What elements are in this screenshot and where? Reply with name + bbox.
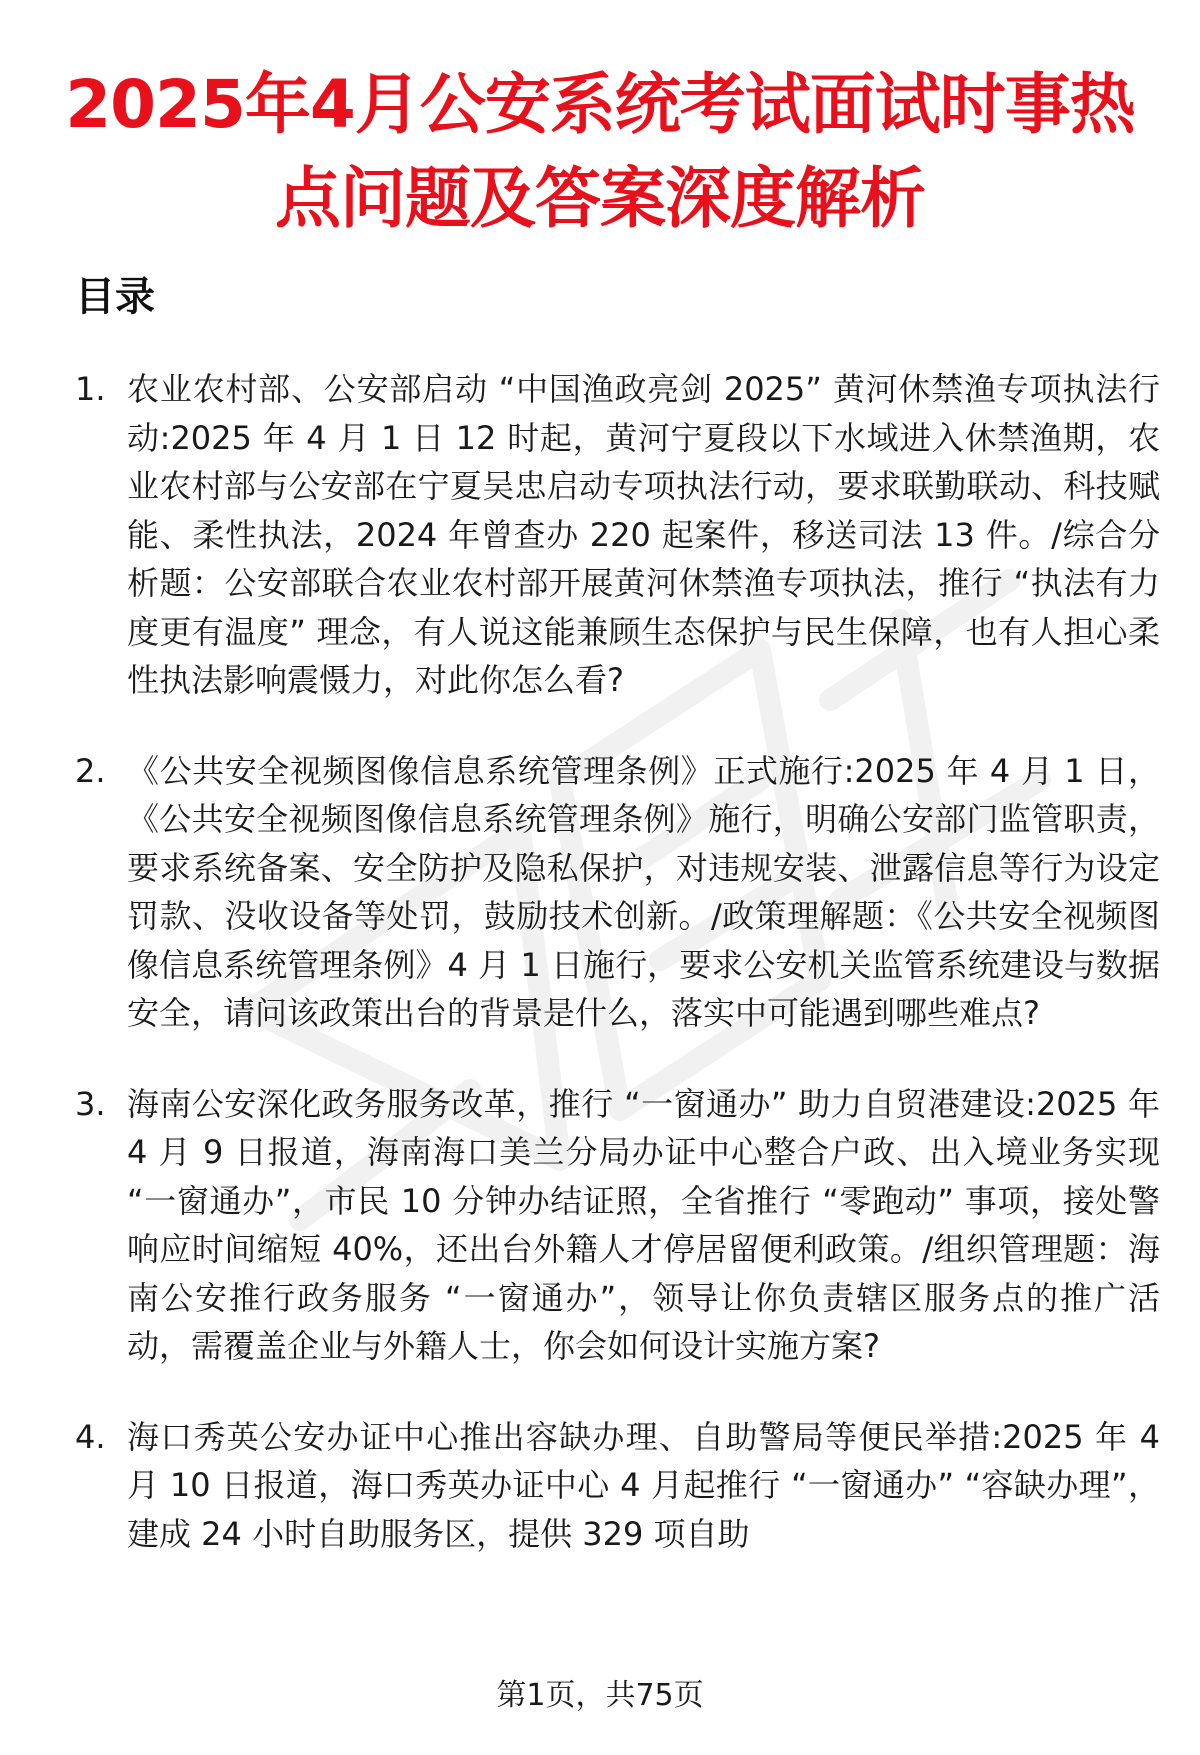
list-item-text: 《公共安全视频图像信息系统管理条例》正式施行:2025 年 4 月 1 日，《公共安全视频图像信息系统管理条例》施行，明确公安部门监管职责，要求系统备案、安全防护及隐私保护，对违规安装、泄露信息等行为设定罚款、没收设备等处罚，鼓励技术创新。/政策理解题：《公共安全视频图像信息系统管理条例》4 月 1 日施行，要求公安机关监管系统建设与数据安全，请问该政策出台的背景是什么，落实中可能遇到哪些难点? [127, 751, 1160, 1032]
list-item-number: 1. [75, 370, 106, 408]
list-item [75, 1413, 1160, 1559]
list-item [75, 1080, 1160, 1371]
list-item [75, 747, 1160, 1038]
list-item-text: 海南公安深化政务服务改革，推行 “一窗通办” 助力自贸港建设:2025 年 4 月 9 日报道，海南海口美兰分局办证中心整合户政、出入境业务实现 “一窗通办”，市民 10 分钟办结证照，全省推行 “零跑动” 事项，接处警响应时间缩短 40%，还出台外籍人才停居留便利政策。/组织管理题：海南公安推行政务服务 “一窗通办”，领导让你负责辖区服务点的推广活动，需覆盖企业与外籍人士，你会如何设计实施方案? [127, 1084, 1160, 1365]
list-item-text: 农业农村部、公安部启动 “中国渔政亮剑 2025” 黄河休禁渔专项执法行动:2025 年 4 月 1 日 12 时起，黄河宁夏段以下水域进入休禁渔期，农业农村部与公安部在宁夏吴忠启动专项执法行动，要求联勤联动、科技赋能、柔性执法，2024 年曾查办 220 起案件，移送司法 13 件。/综合分析题：公安部联合农业农村部开展黄河休禁渔专项执法，推行 “执法有力度更有温度” 理念，有人说这能兼顾生态保护与民生保障，也有人担心柔性执法影响震慑力，对此你怎么看? [127, 370, 1160, 699]
list-item [75, 365, 1160, 705]
list-item-text: 海口秀英公安办证中心推出容缺办理、自助警局等便民举措:2025 年 4 月 10 日报道，海口秀英办证中心 4 月起推行 “一窗通办” “容缺办理”，建成 24 小时自助服务区，提供 329 项自助 [127, 1417, 1160, 1553]
list-item-number: 4. [75, 1417, 106, 1456]
list-item-number: 3. [75, 1084, 106, 1123]
toc-heading: 目录 [75, 274, 155, 320]
document-title: 2025年4月公安系统考试面试时事热点问题及答案深度解析 [65, 66, 1135, 237]
list-item-number: 2. [75, 751, 106, 790]
toc-list [75, 365, 1160, 1600]
page-footer: 第1页，共75页 [496, 1678, 704, 1713]
